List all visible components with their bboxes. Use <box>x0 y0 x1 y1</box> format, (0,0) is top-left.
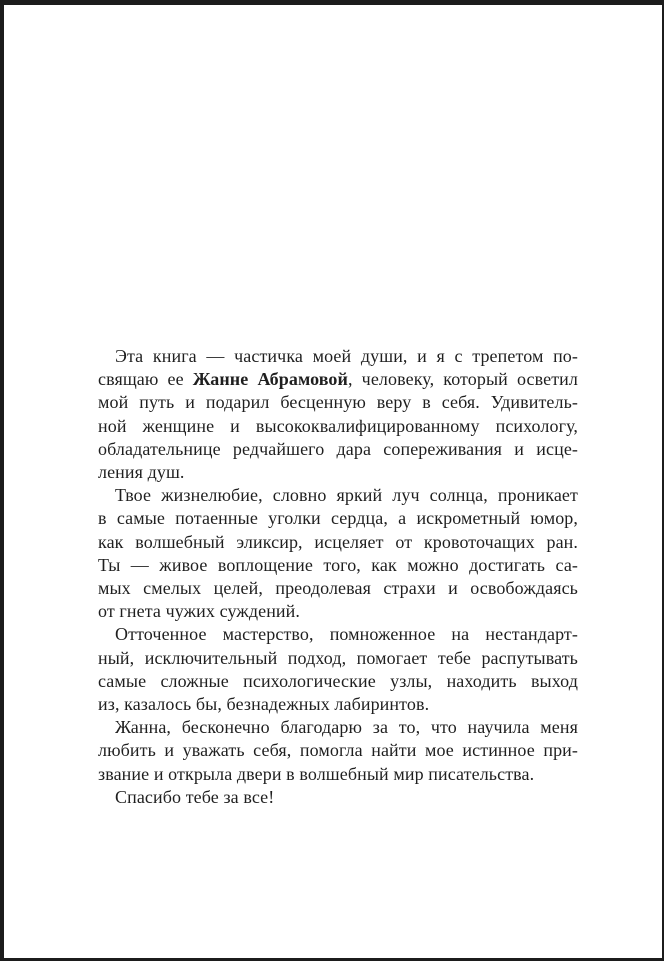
dedication-line: в самые потаенные уголки сердца, а искрометный юмор, <box>98 508 578 529</box>
dedication-line: из, казалось бы, безнадежных лабиринтов. <box>98 694 430 715</box>
dedication-line: ной женщине и высококвалифицированному психологу, <box>98 415 578 436</box>
dedication-line <box>98 368 578 391</box>
dedication-closing-line: Спасибо тебе за все! <box>115 786 275 807</box>
dedication-line-pre: свящаю ее <box>98 369 193 390</box>
dedication-line: любить и уважать себя, помогла найти мое истинное при- <box>98 740 578 761</box>
dedication-line: обладательнице редчайшего дара сопереживания и исце- <box>98 438 578 459</box>
dedication-line: ления душ. <box>98 462 185 483</box>
dedication-line: мых смелых целей, преодолевая страхи и освобождаясь <box>98 578 578 599</box>
dedicatee-name: Жанне Абрамовой <box>192 369 348 390</box>
dedication-line: Жанна, бесконечно благодарю за то, что научила меня <box>115 717 578 738</box>
dedication-line: звание и открыла двери в волшебный мир писательства. <box>98 763 535 784</box>
dedication-line: ный, исключительный подход, помогает тебе распутывать <box>98 647 578 668</box>
dedication-line: мой путь и подарил бесценную веру в себя. Удивитель- <box>98 392 578 413</box>
dedication-line: Твое жизнелюбие, словно яркий луч солнца, проникает <box>115 485 578 506</box>
dedication-line-post: , человеку, который осветил <box>348 369 578 390</box>
dedication-line: Ты — живое воплощение того, как можно достигать са- <box>98 554 578 575</box>
dedication-line: самые сложные психологические узлы, находить выход <box>98 670 578 691</box>
dedication-line: как волшебный эликсир, исцеляет от кровоточащих ран. <box>98 531 578 552</box>
dedication-text-block <box>98 345 578 809</box>
dedication-line: Эта книга — частичка моей души, и я с трепетом по- <box>115 346 578 366</box>
dedication-line: от гнета чужих суждений. <box>98 601 300 622</box>
dedication-line: Отточенное мастерство, помноженное на нестандарт- <box>115 624 578 645</box>
